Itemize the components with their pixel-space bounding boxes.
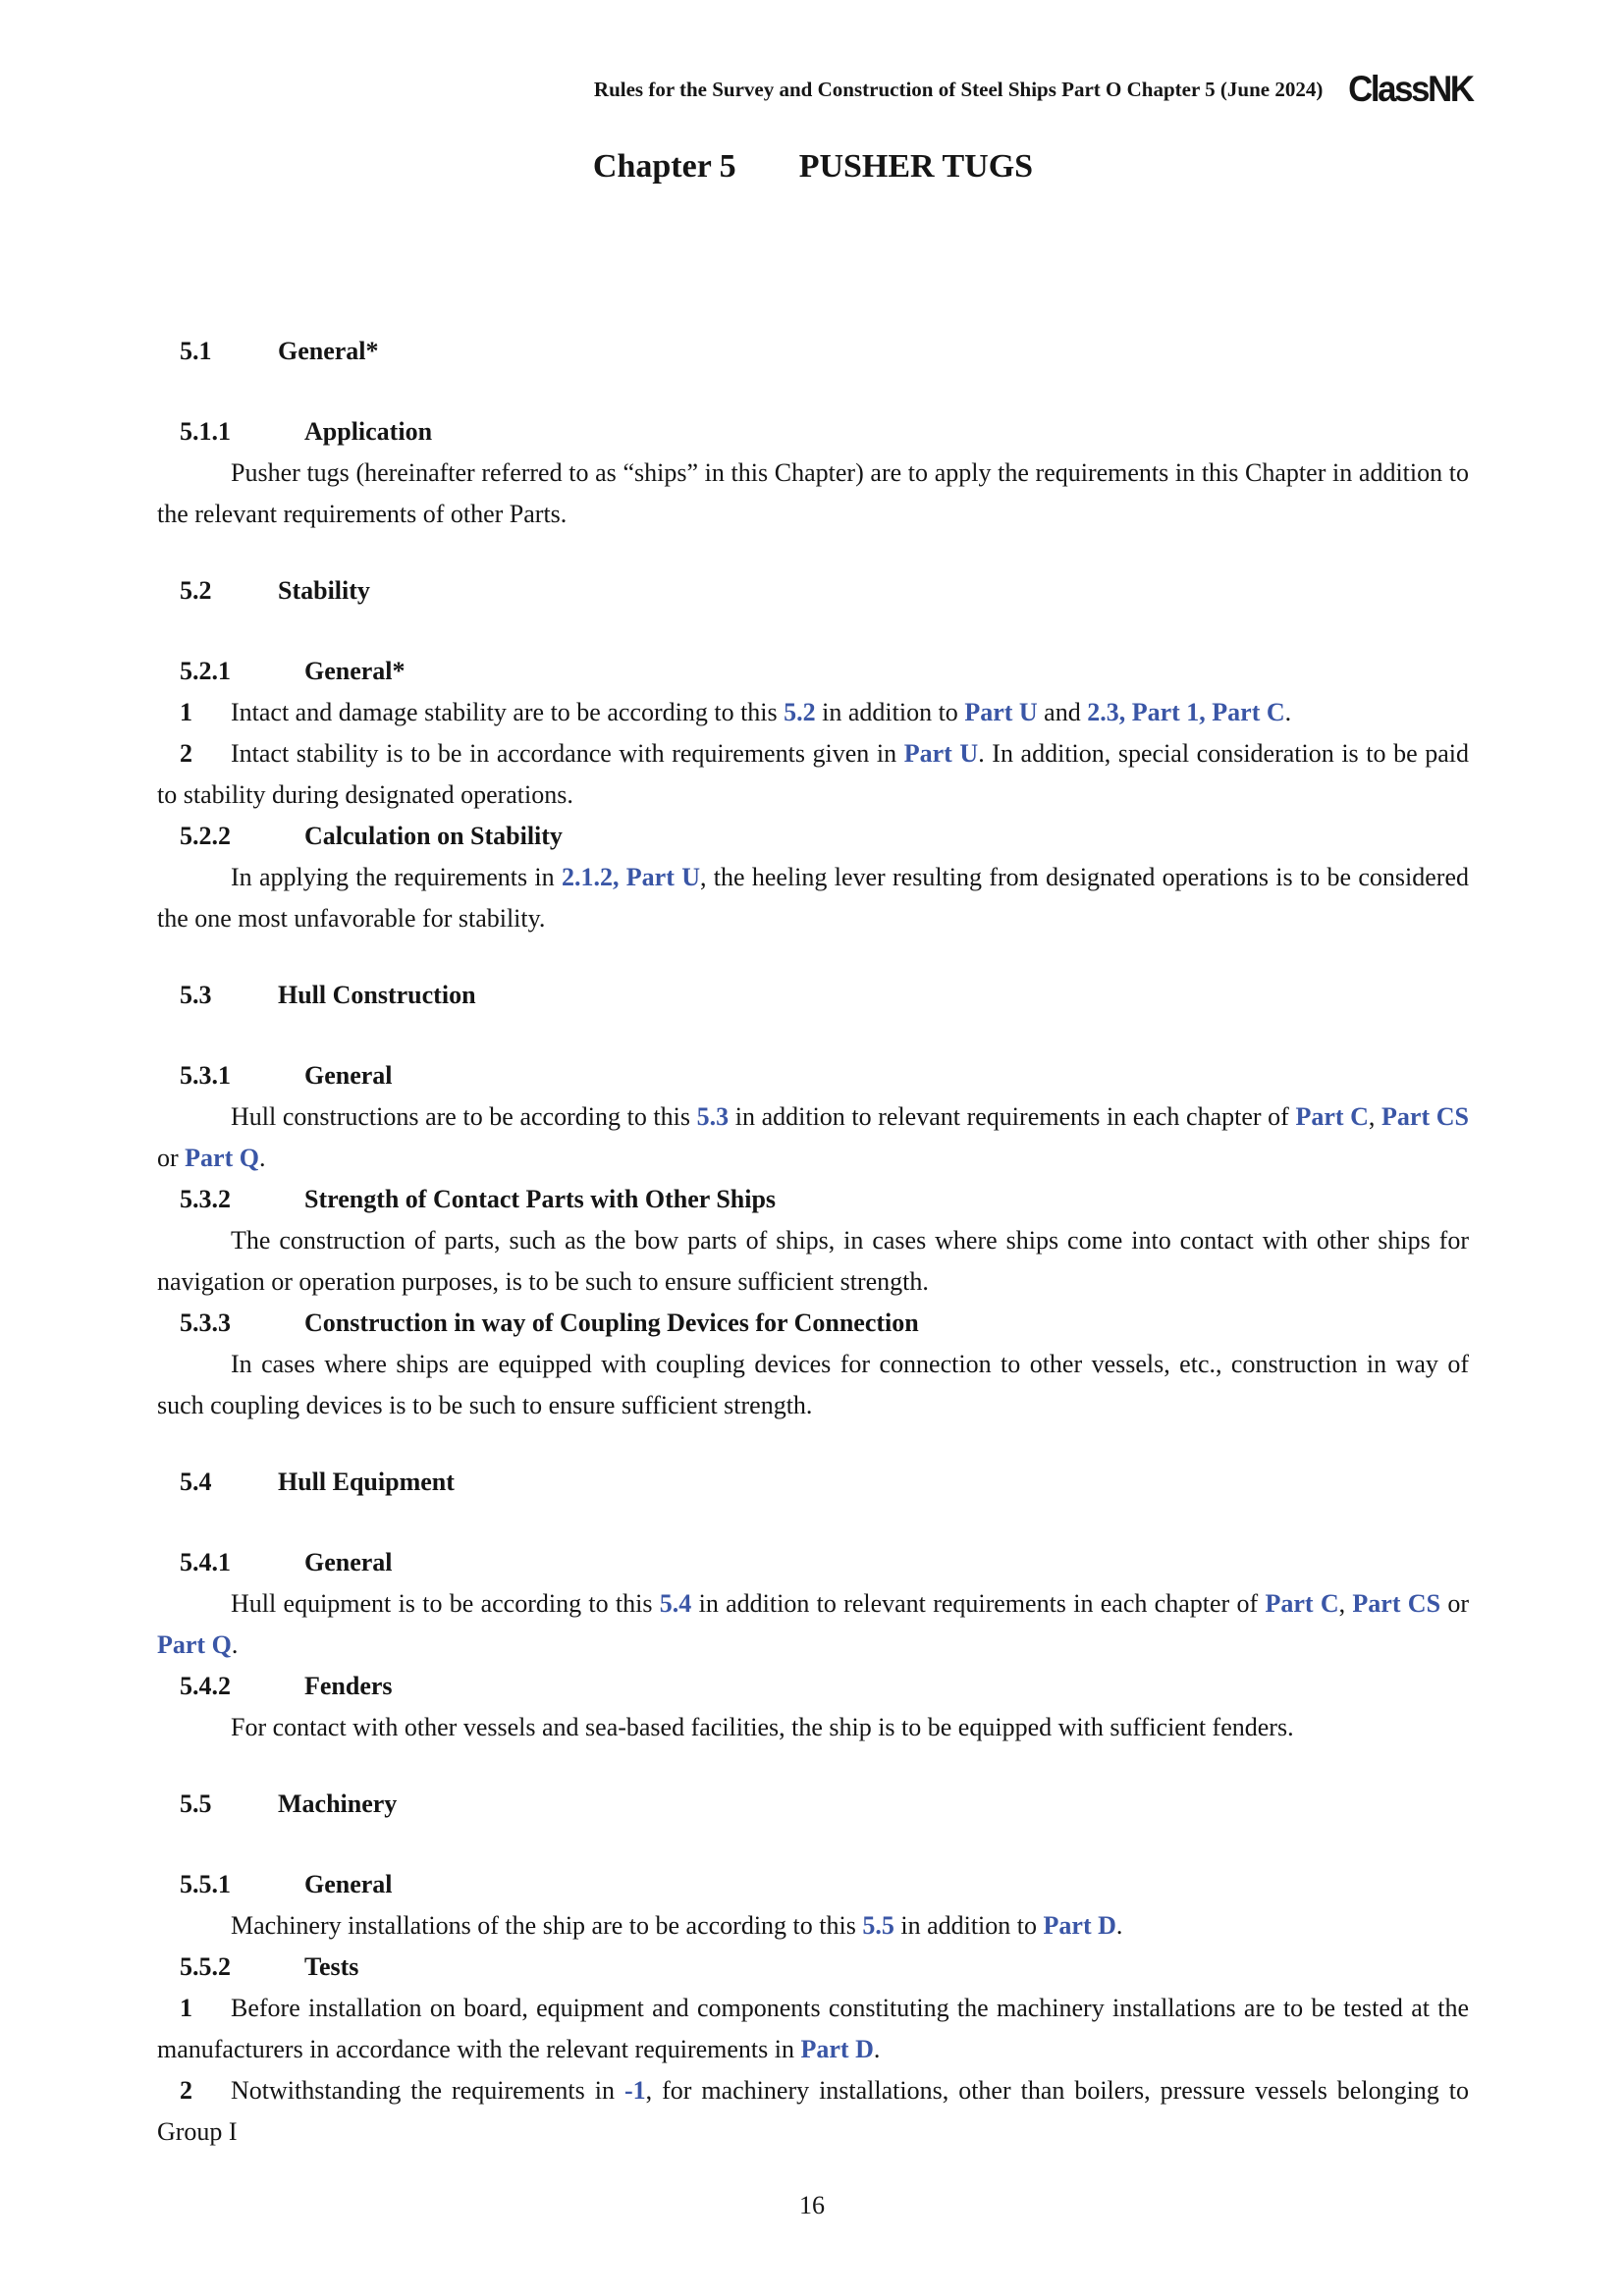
section-title: Hull Equipment <box>278 1468 455 1496</box>
text-run: Before installation on board, equipment and components constituting the machinery installations are to be tested at the manufacturers in accordance with the relevant requirements in <box>157 1994 1469 2063</box>
text-run: , the heeling lever resulting from designated operations is to be considered the one most unfavorable for stability. <box>157 863 1469 933</box>
text-run: Notwithstanding the requirements in <box>231 2076 624 2105</box>
paragraph <box>157 1220 1469 1303</box>
cross-reference-link[interactable]: 5.4 <box>659 1589 692 1618</box>
text-run: Intact stability is to be in accordance with requirements given in <box>231 739 904 768</box>
section-title: Machinery <box>278 1789 398 1818</box>
numbered-item <box>157 692 1469 733</box>
text-run: in addition to relevant requirements in each chapter of <box>729 1102 1296 1131</box>
section-heading-5.3.2 <box>180 1179 1469 1220</box>
section-number: 5.3.2 <box>180 1185 231 1213</box>
section-heading-5.2.2 <box>180 816 1469 857</box>
text-run: in addition to relevant requirements in each chapter of <box>691 1589 1266 1618</box>
page-number: 16 <box>799 2191 825 2219</box>
section-title: Application <box>304 417 433 446</box>
text-run: . <box>1284 698 1292 726</box>
text-run: Hull equipment is to be according to this <box>231 1589 660 1618</box>
section-number: 5.5.2 <box>180 1952 231 1981</box>
section-heading-5.1.1 <box>180 411 1469 453</box>
section-title: Calculation on Stability <box>304 822 563 850</box>
section-number: 5.5.1 <box>180 1870 231 1898</box>
cross-reference-link[interactable]: Part C <box>1295 1102 1369 1131</box>
classnk-logo: ClassNK <box>1348 69 1473 109</box>
section-title: Hull Construction <box>278 981 476 1009</box>
sections-container <box>157 331 1469 2153</box>
section-title: Fenders <box>304 1672 393 1700</box>
section-number: 5.4.2 <box>180 1672 231 1700</box>
section-number: 5.1 <box>180 337 212 365</box>
section-number: 5.4.1 <box>180 1548 231 1576</box>
item-number: 2 <box>180 739 192 768</box>
paragraph <box>157 857 1469 939</box>
cross-reference-link[interactable]: Part CS <box>1381 1102 1469 1131</box>
section-number: 5.4 <box>180 1468 212 1496</box>
section-heading-5.1 <box>180 331 1469 372</box>
paragraph <box>157 1905 1469 1947</box>
section-number: 5.2.2 <box>180 822 231 850</box>
section-number: 5.3.1 <box>180 1061 231 1090</box>
chapter-number: Chapter 5 <box>592 148 736 185</box>
text-run: in addition to <box>893 1911 1044 1940</box>
section-title: General* <box>278 337 379 365</box>
text-run: Hull constructions are to be according to this <box>231 1102 697 1131</box>
cross-reference-link[interactable]: 5.3 <box>696 1102 730 1131</box>
section-title: Stability <box>278 576 370 605</box>
numbered-item <box>157 1988 1469 2070</box>
document-body <box>157 145 1469 2153</box>
paragraph <box>157 1707 1469 1748</box>
cross-reference-link[interactable]: Part Q <box>157 1630 232 1659</box>
text-run: . <box>873 2035 881 2063</box>
running-head: Rules for the Survey and Construction of Steel Ships Part O Chapter 5 (June 2024) <box>593 77 1324 101</box>
paragraph <box>157 453 1469 535</box>
item-number: 1 <box>180 1994 192 2022</box>
page-header <box>594 69 1473 110</box>
section-heading-5.5 <box>180 1784 1469 1825</box>
text-run: In cases where ships are equipped with coupling devices for connection to other vessels, etc., construction in way of such coupling devices is to be such to ensure sufficient strength. <box>157 1350 1469 1419</box>
section-heading-5.3 <box>180 975 1469 1016</box>
text-run: in addition to <box>815 698 965 726</box>
cross-reference-link[interactable]: -1 <box>623 2076 646 2105</box>
cross-reference-link[interactable]: Part Q <box>185 1144 259 1172</box>
numbered-item <box>157 2070 1469 2153</box>
section-number: 5.5 <box>180 1789 212 1818</box>
section-title: General <box>304 1870 393 1898</box>
text-run: or <box>1440 1589 1470 1618</box>
text-run: Machinery installations of the ship are to be according to this <box>231 1911 863 1940</box>
section-heading-5.4 <box>180 1462 1469 1503</box>
paragraph <box>157 1096 1469 1179</box>
text-run: The construction of parts, such as the bow parts of ships, in cases where ships come into contact with other ships for navigation or operation purposes, is to be such to ensure sufficient strength. <box>157 1226 1469 1296</box>
section-title: Strength of Contact Parts with Other Ships <box>304 1185 777 1213</box>
section-heading-5.4.1 <box>180 1542 1469 1583</box>
numbered-item <box>157 733 1469 816</box>
text-run: , <box>1338 1589 1353 1618</box>
cross-reference-link[interactable]: 2.3, Part 1, Part C <box>1087 698 1285 726</box>
section-heading-5.5.2 <box>180 1947 1469 1988</box>
cross-reference-link[interactable]: 5.2 <box>784 698 816 726</box>
section-number: 5.3.3 <box>180 1308 231 1337</box>
section-heading-5.5.1 <box>180 1864 1469 1905</box>
cross-reference-link[interactable]: Part D <box>1043 1911 1116 1940</box>
chapter-title <box>157 145 1469 188</box>
cross-reference-link[interactable]: 5.5 <box>862 1911 894 1940</box>
section-number: 5.1.1 <box>180 417 231 446</box>
section-title: Tests <box>304 1952 359 1981</box>
section-heading-5.3.1 <box>180 1055 1469 1096</box>
text-run: , <box>1368 1102 1382 1131</box>
section-heading-5.3.3 <box>180 1303 1469 1344</box>
item-number: 2 <box>180 2076 192 2105</box>
text-run: . <box>231 1630 239 1659</box>
cross-reference-link[interactable]: Part D <box>800 2035 874 2063</box>
section-number: 5.2 <box>180 576 212 605</box>
cross-reference-link[interactable]: Part U <box>964 698 1038 726</box>
text-run: , for machinery installations, other than boilers, pressure vessels belonging to Group I <box>157 2076 1469 2146</box>
item-number: 1 <box>180 698 192 726</box>
section-heading-5.4.2 <box>180 1666 1469 1707</box>
text-run: . In addition, special consideration is to be paid to stability during designated operations. <box>157 739 1469 809</box>
text-run: Pusher tugs (hereinafter referred to as “ships” in this Chapter) are to apply the requirements in this Chapter in addition to the relevant requirements of other Parts. <box>157 458 1469 528</box>
chapter-name: PUSHER TUGS <box>798 148 1034 185</box>
cross-reference-link[interactable]: 2.1.2, Part U <box>561 863 700 891</box>
text-run: and <box>1037 698 1088 726</box>
text-run: or <box>157 1144 186 1172</box>
section-title: General* <box>304 657 406 685</box>
section-heading-5.2 <box>180 570 1469 612</box>
text-run: . <box>1115 1911 1123 1940</box>
text-run: . <box>258 1144 266 1172</box>
section-title: General <box>304 1548 393 1576</box>
section-number: 5.2.1 <box>180 657 231 685</box>
section-title: Construction in way of Coupling Devices for Connection <box>304 1308 919 1337</box>
paragraph <box>157 1583 1469 1666</box>
cross-reference-link[interactable]: Part C <box>1265 1589 1339 1618</box>
section-heading-5.2.1 <box>180 651 1469 692</box>
text-run: In applying the requirements in <box>231 863 562 891</box>
cross-reference-link[interactable]: Part U <box>903 739 979 768</box>
section-number: 5.3 <box>180 981 212 1009</box>
cross-reference-link[interactable]: Part CS <box>1352 1589 1441 1618</box>
paragraph <box>157 1344 1469 1426</box>
section-title: General <box>304 1061 393 1090</box>
text-run: Intact and damage stability are to be according to this <box>231 698 785 726</box>
text-run: For contact with other vessels and sea-based facilities, the ship is to be equipped with sufficient fenders. <box>231 1713 1294 1741</box>
